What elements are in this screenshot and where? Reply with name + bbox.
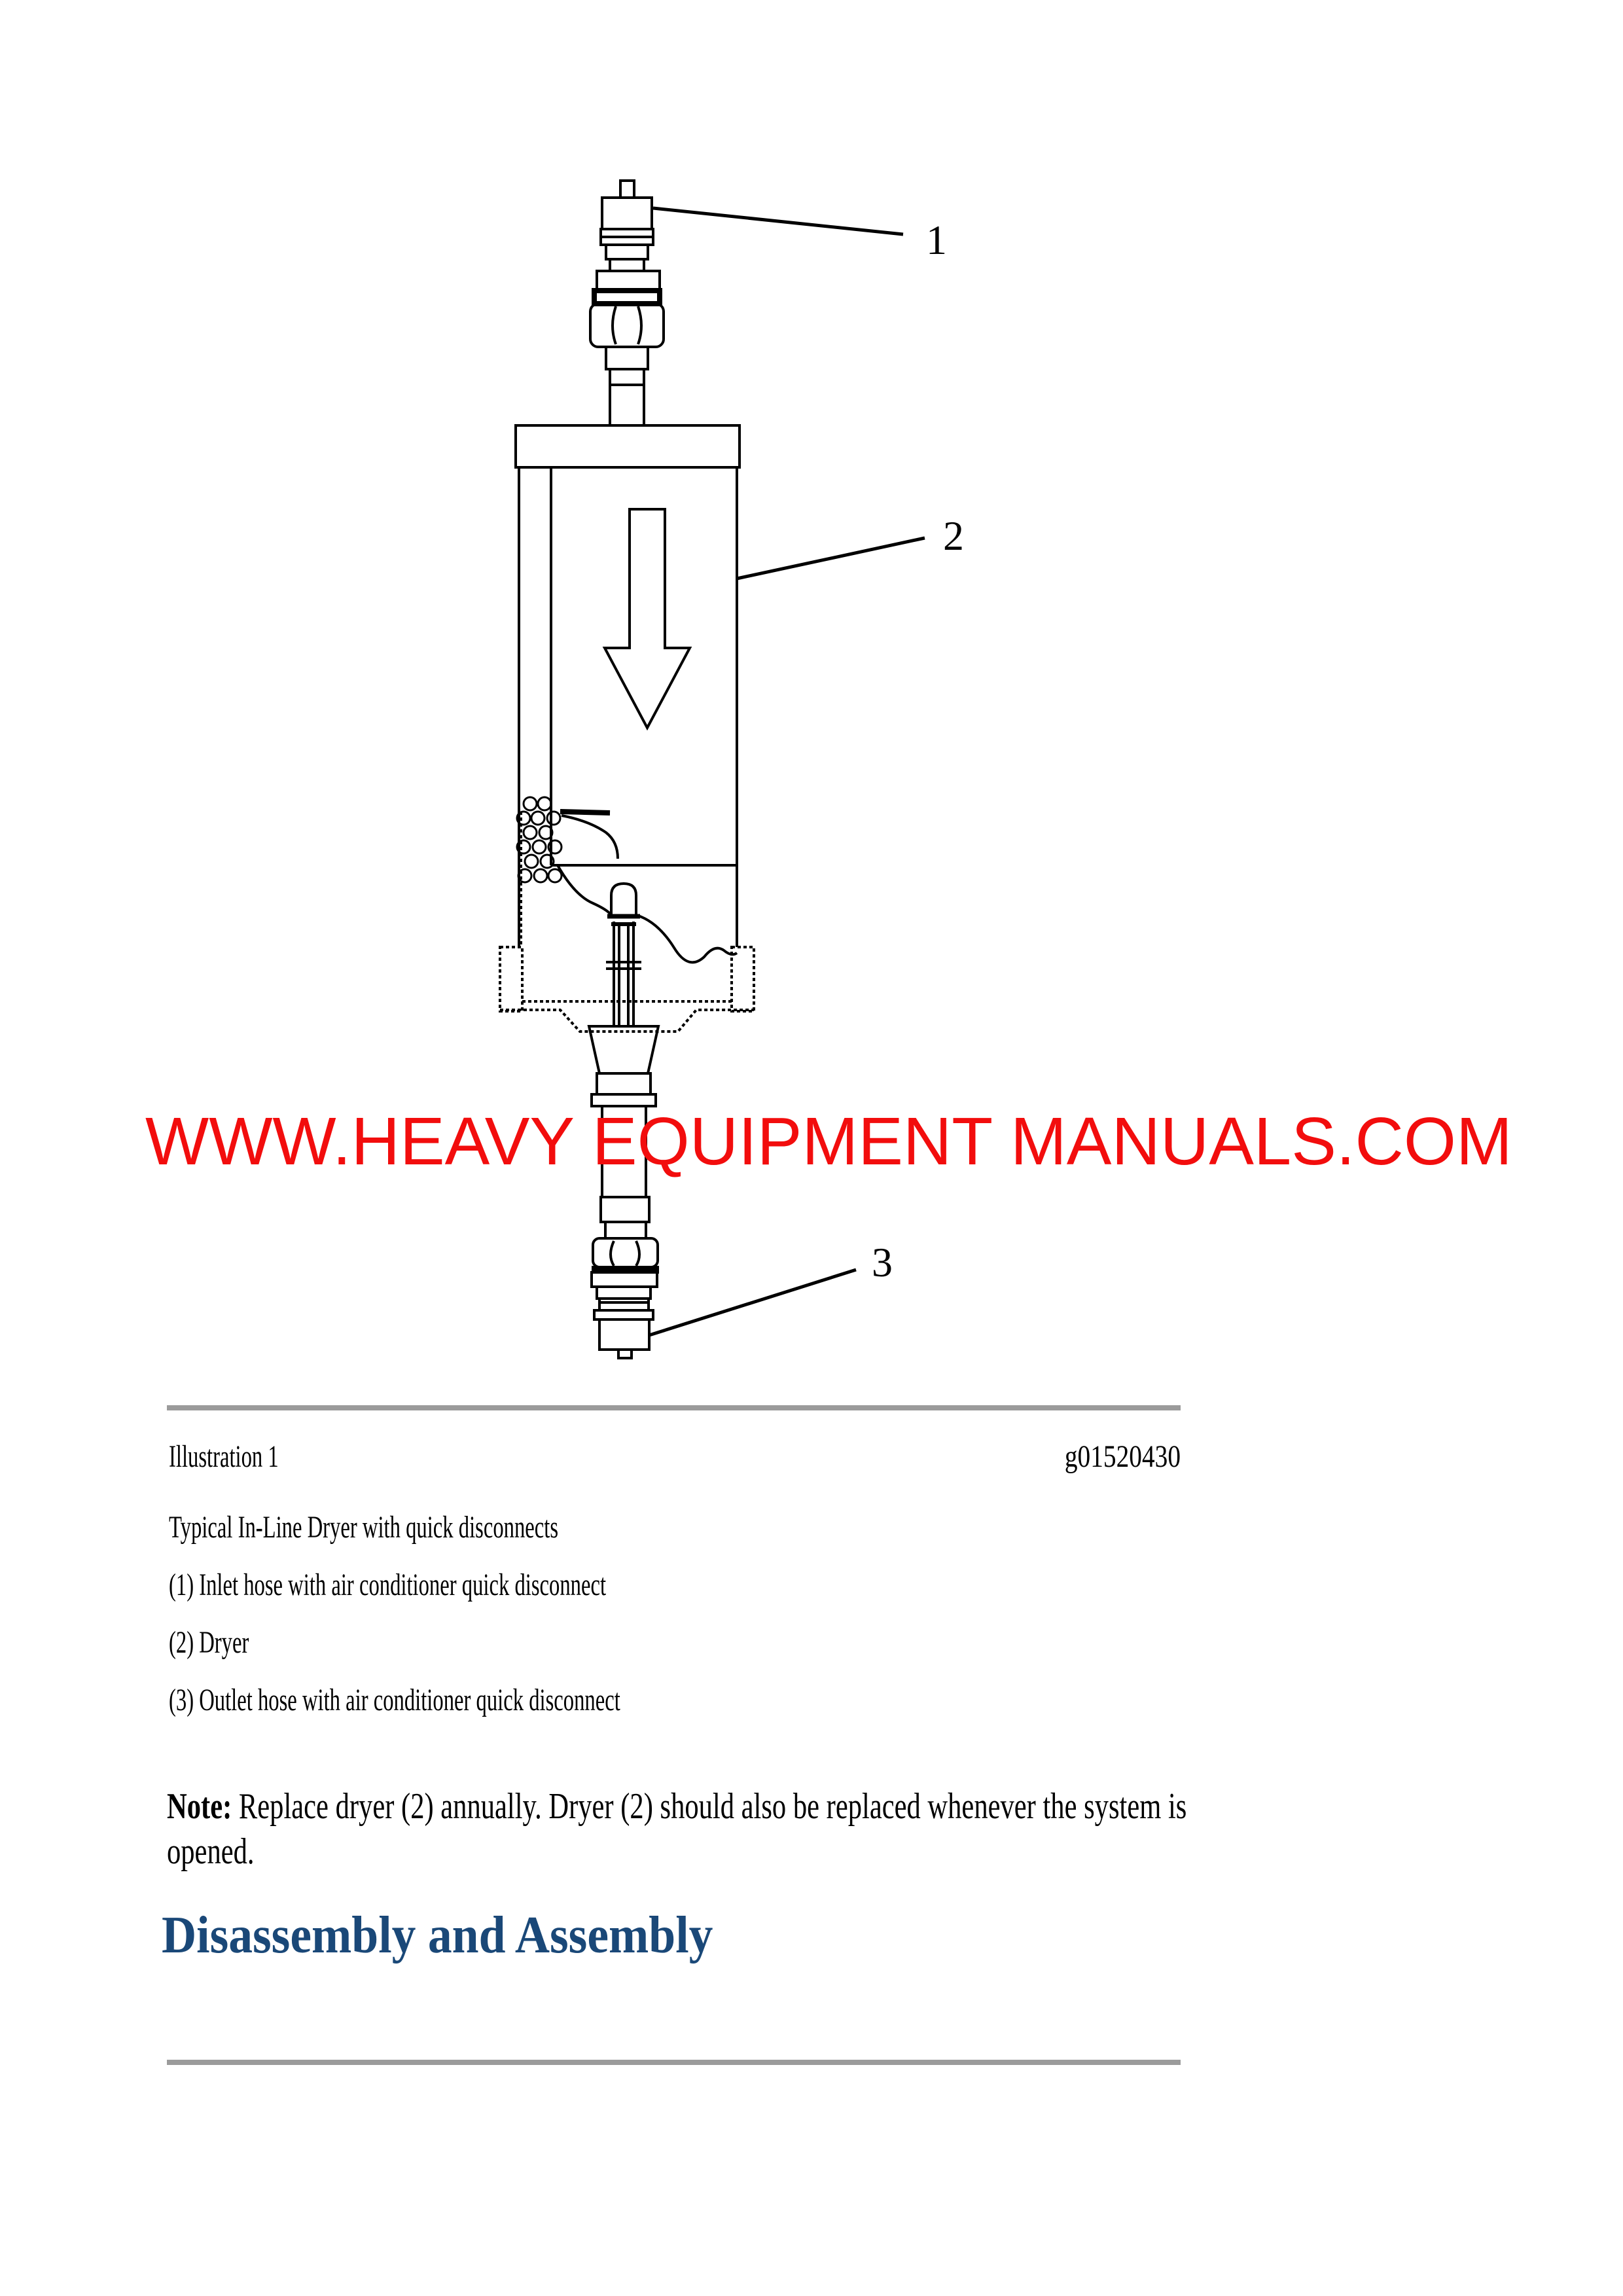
inlet-quick-disconnect-drawing [590, 181, 664, 425]
watermark-text: WWW.HEAVY EQUIPMENT MANUALS.COM [145, 1103, 1512, 1179]
note-text-2: opened. [167, 1831, 255, 1872]
note-label: Note: [167, 1786, 232, 1827]
figure-title: Typical In-Line Dryer with quick disconnects [169, 1510, 559, 1545]
figure-id: g01520430 [1064, 1439, 1181, 1474]
outlet-quick-disconnect-drawing [589, 1026, 658, 1358]
dryer-canister-drawing [500, 425, 754, 1031]
caption-divider-top [167, 1405, 1181, 1410]
desiccant-balls [517, 797, 562, 882]
note-text-1: Replace dryer (2) annually. Dryer (2) should also be replaced whenever the system is [232, 1786, 1187, 1827]
leader-line-3 [649, 1270, 856, 1335]
leader-line-2 [737, 538, 925, 579]
part-label-1: 1 [926, 217, 947, 263]
note-paragraph [167, 1784, 1623, 1874]
illustration-label: Illustration 1 [169, 1439, 279, 1474]
flow-arrow [605, 509, 690, 728]
leader-line-1 [653, 208, 903, 234]
figure-id-wrap [167, 1440, 1181, 1475]
note-line-1 [167, 1784, 1623, 1829]
part-label-3: 3 [872, 1239, 893, 1285]
part-label-2: 2 [943, 512, 964, 559]
note-line-2 [167, 1829, 1623, 1874]
section-heading: Disassembly and Assembly [162, 1907, 713, 1964]
figure-key-item-1: (1) Inlet hose with air conditioner quick disconnect [169, 1568, 607, 1602]
figure-key-item-2: (2) Dryer [169, 1625, 249, 1660]
figure-key-item-3: (3) Outlet hose with air conditioner quick disconnect [169, 1683, 620, 1717]
section-divider-bottom [167, 2060, 1181, 2065]
